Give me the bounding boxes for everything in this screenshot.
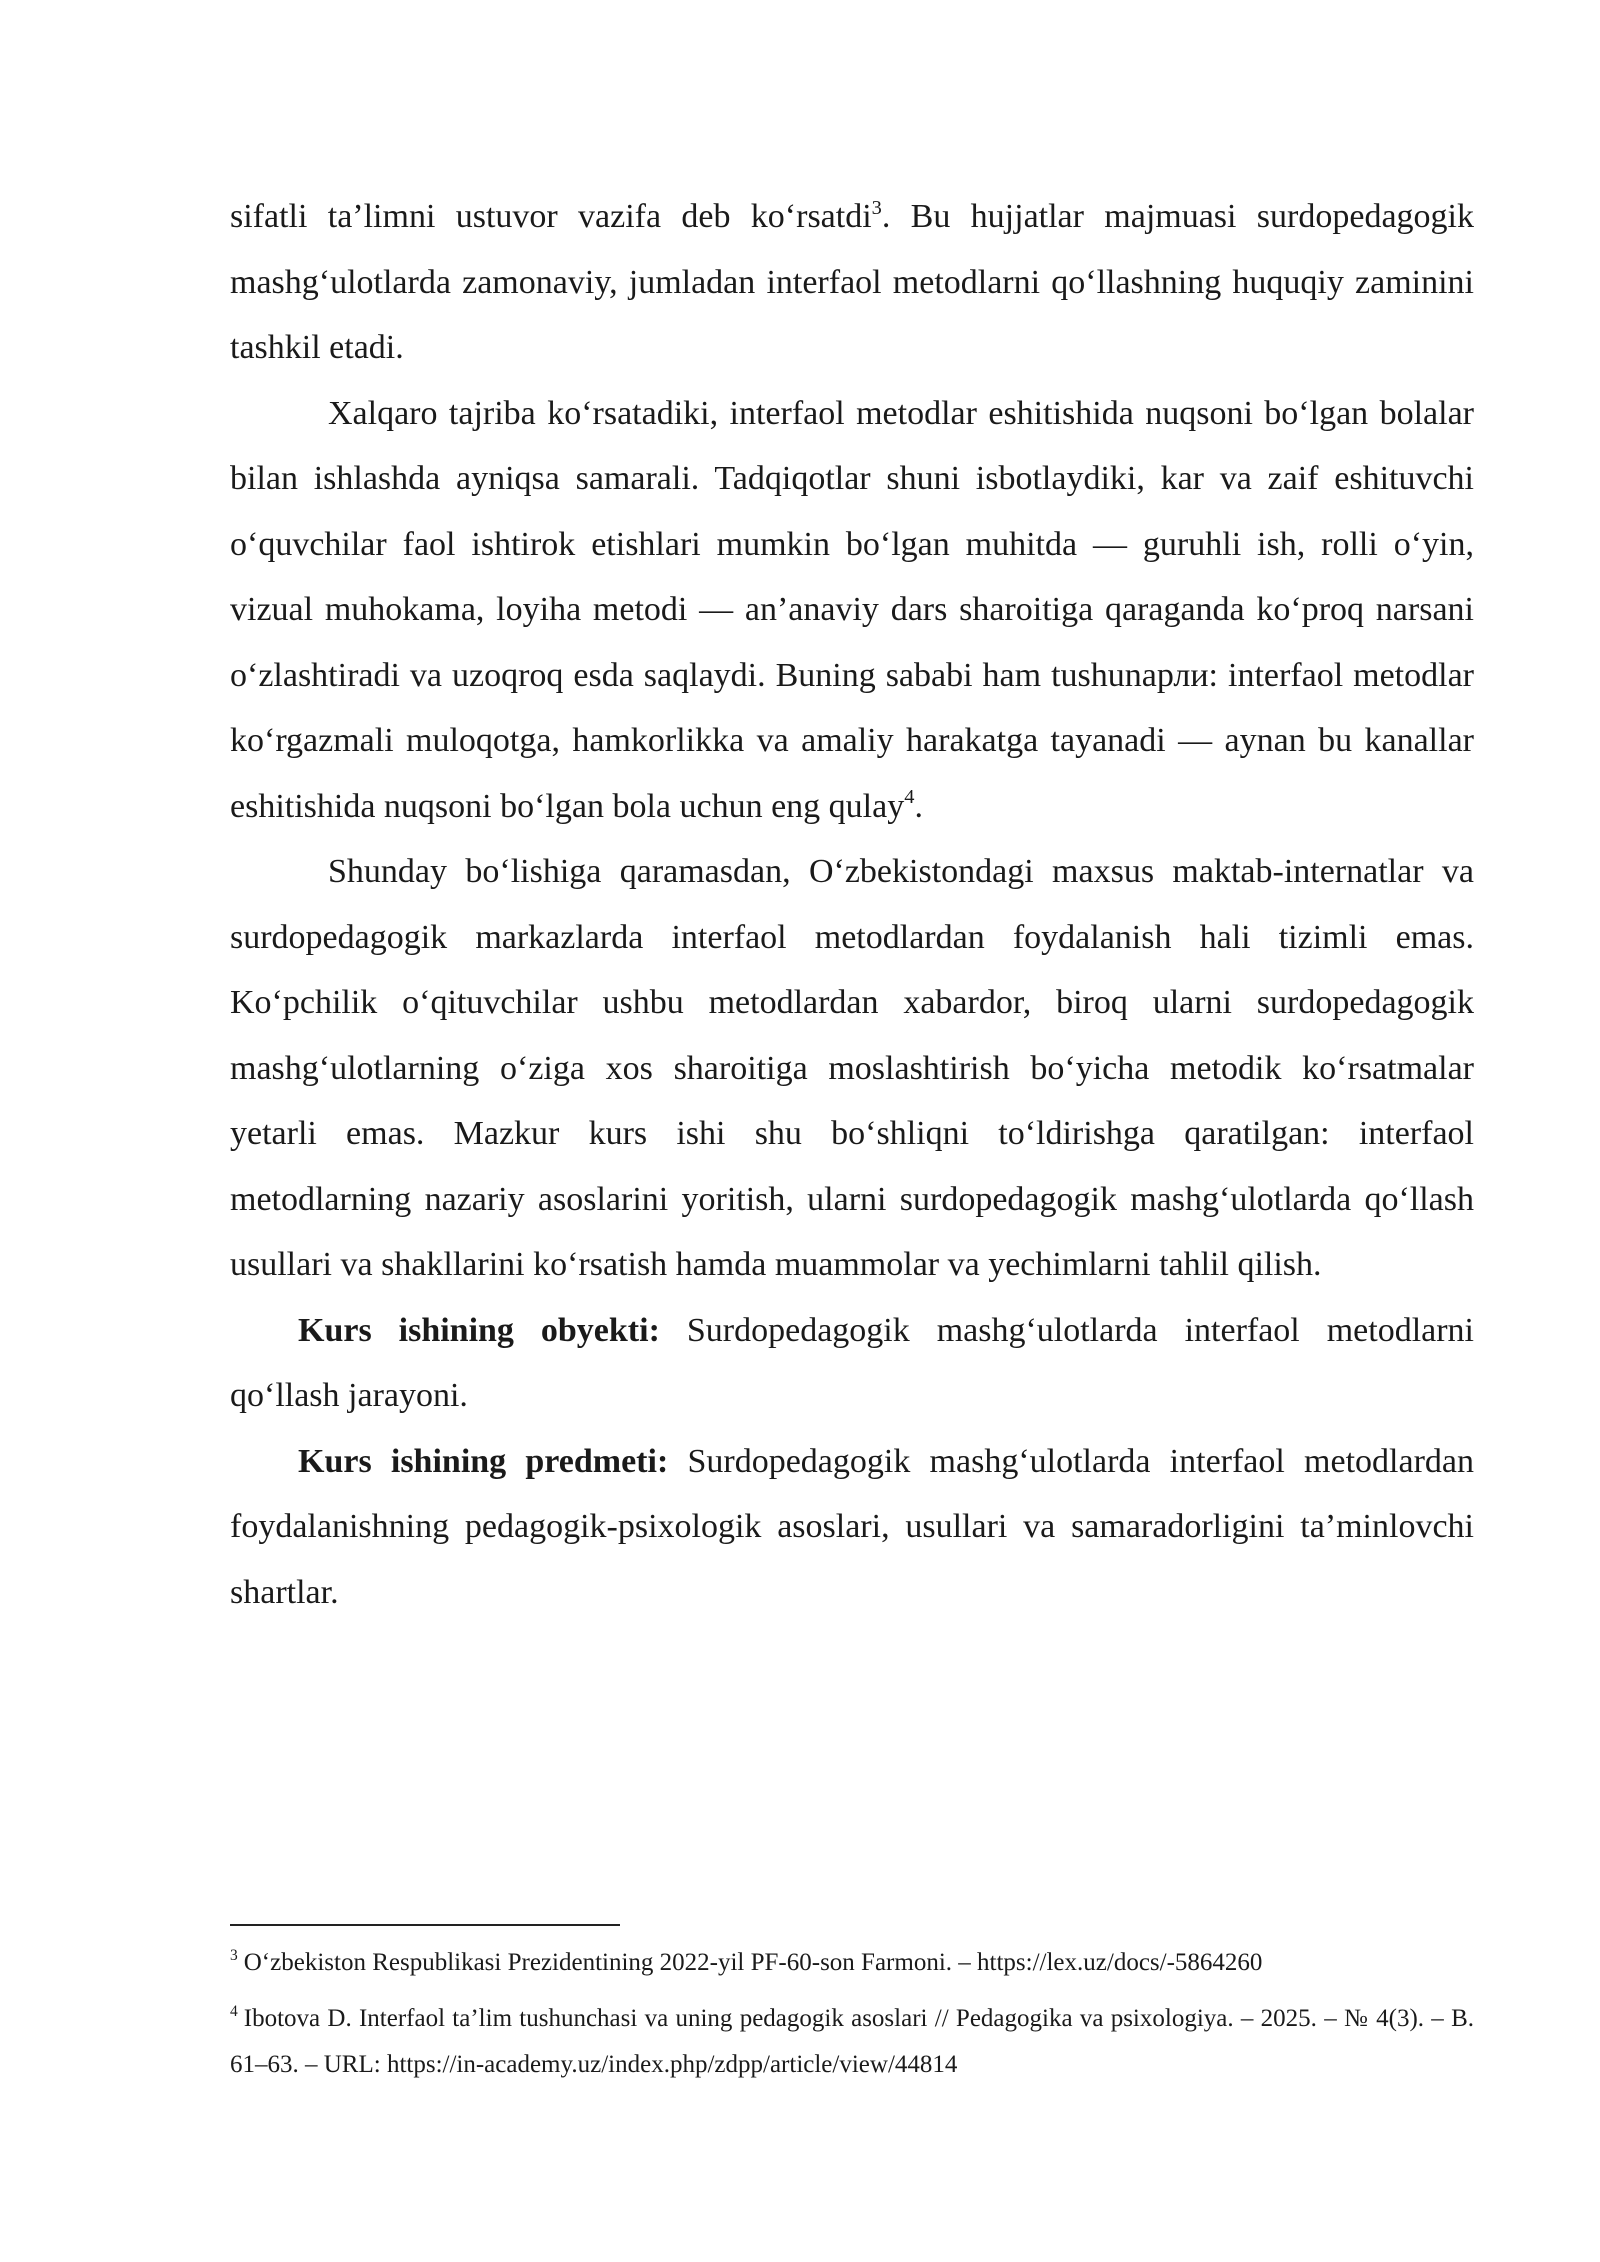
body-text bbox=[230, 184, 1474, 1625]
research-object-text: Surdopedagogik mashg‘ulotlarda interfaol metodlarni qo‘llash jarayoni. bbox=[230, 1311, 1474, 1414]
footnote-separator bbox=[230, 1924, 620, 1926]
footnote-number: 3 bbox=[230, 1946, 238, 1964]
footnote-ref-3[interactable]: 3 bbox=[871, 196, 882, 219]
footnote-3 bbox=[230, 1940, 1474, 1986]
paragraph-legal-basis: sifatli ta’limni ustuvor vazifa deb ko‘rsatdi$^3$. Bu hujjatlar majmuasi surdopedagogik mashg‘ulotlarda zamonaviy, jumladan interfaol metodlarni qo‘llashning huquqiy zaminini tashkil etadi. bbox=[230, 196, 1474, 366]
footnote-ref-4[interactable]: 4 bbox=[904, 786, 915, 809]
research-object-label: Kurs ishining obyekti: bbox=[298, 1311, 660, 1349]
paragraph-research-subject bbox=[230, 1429, 1474, 1626]
footnote-4 bbox=[230, 1996, 1474, 2088]
research-subject-label: Kurs ishining predmeti: bbox=[298, 1442, 669, 1480]
paragraph-international-experience: Xalqaro tajriba ko‘rsatadiki, interfaol metodlar eshitishida nuqsoni bo‘lgan bolalar bilan ishlashda ayniqsa samarali. Tadqiqotlar shuni isbotlaydiki, kar va zaif eshituvchi o‘quvchilar faol ishtirok etishlari mumkin bo‘lgan muhitda — guruhli ish, rolli o‘yin, vizual muhokama, loyiha metodi — an’anaviy dars sharoitiga qaraganda ko‘proq narsani o‘zlashtiradi va uzoqroq esda saqlaydi. Buning sababi ham tushunарли: interfaol metodlar ko‘rgazmali muloqotga, hamkorlikka va amaliy harakatga tayanadi — aynan bu kanallar eshitishida nuqsoni bo‘lgan bola uchun eng qulay$^4$. bbox=[230, 394, 1474, 825]
research-subject-text: Surdopedagogik mashg‘ulotlarda interfaol metodlardan foydalanishning pedagogik-psixologik asoslari, usullari va samaradorligini ta’minlovchi shartlar. bbox=[230, 1442, 1474, 1611]
paragraph-research-object bbox=[230, 1298, 1474, 1429]
paragraph-problem-statement: Shunday bo‘lishiga qaramasdan, O‘zbekistondagi maxsus maktab-internatlar va surdopedagogik markazlarda interfaol metodlardan foydalanish hali tizimli emas. Ko‘pchilik o‘qituvchilar ushbu metodlardan xabardor, biroq ularni surdopedagogik mashg‘ulotlarning o‘ziga xos sharoitiga moslashtirish bo‘yicha metodik ko‘rsatmalar yetarli emas. Mazkur kurs ishi shu bo‘shliqni to‘ldirishga qaratilgan: interfaol metodlarning nazariy asoslarini yoritish, ularni surdopedagogik mashg‘ulotlarda qo‘llash usullari va shakllarini ko‘rsatish hamda muammolar va yechimlarni tahlil qilish. bbox=[230, 853, 1474, 1283]
footnotes bbox=[230, 1940, 1474, 2098]
footnote-number: 4 bbox=[230, 2002, 238, 2020]
footnote-text: Ibotova D. Interfaol ta’lim tushunchasi va uning pedagogik asoslari // Pedagogika va psixologiya. – 2025. – № 4(3). – B. 61–63. – URL: https://in-academy.uz/index.php/zdpp/article/view/44814 bbox=[230, 2005, 1474, 2078]
footnote-text: O‘zbekiston Respublikasi Prezidentining 2022-yil PF-60-son Farmoni. – https://lex.uz/docs/-5864260 bbox=[243, 1949, 1263, 1976]
